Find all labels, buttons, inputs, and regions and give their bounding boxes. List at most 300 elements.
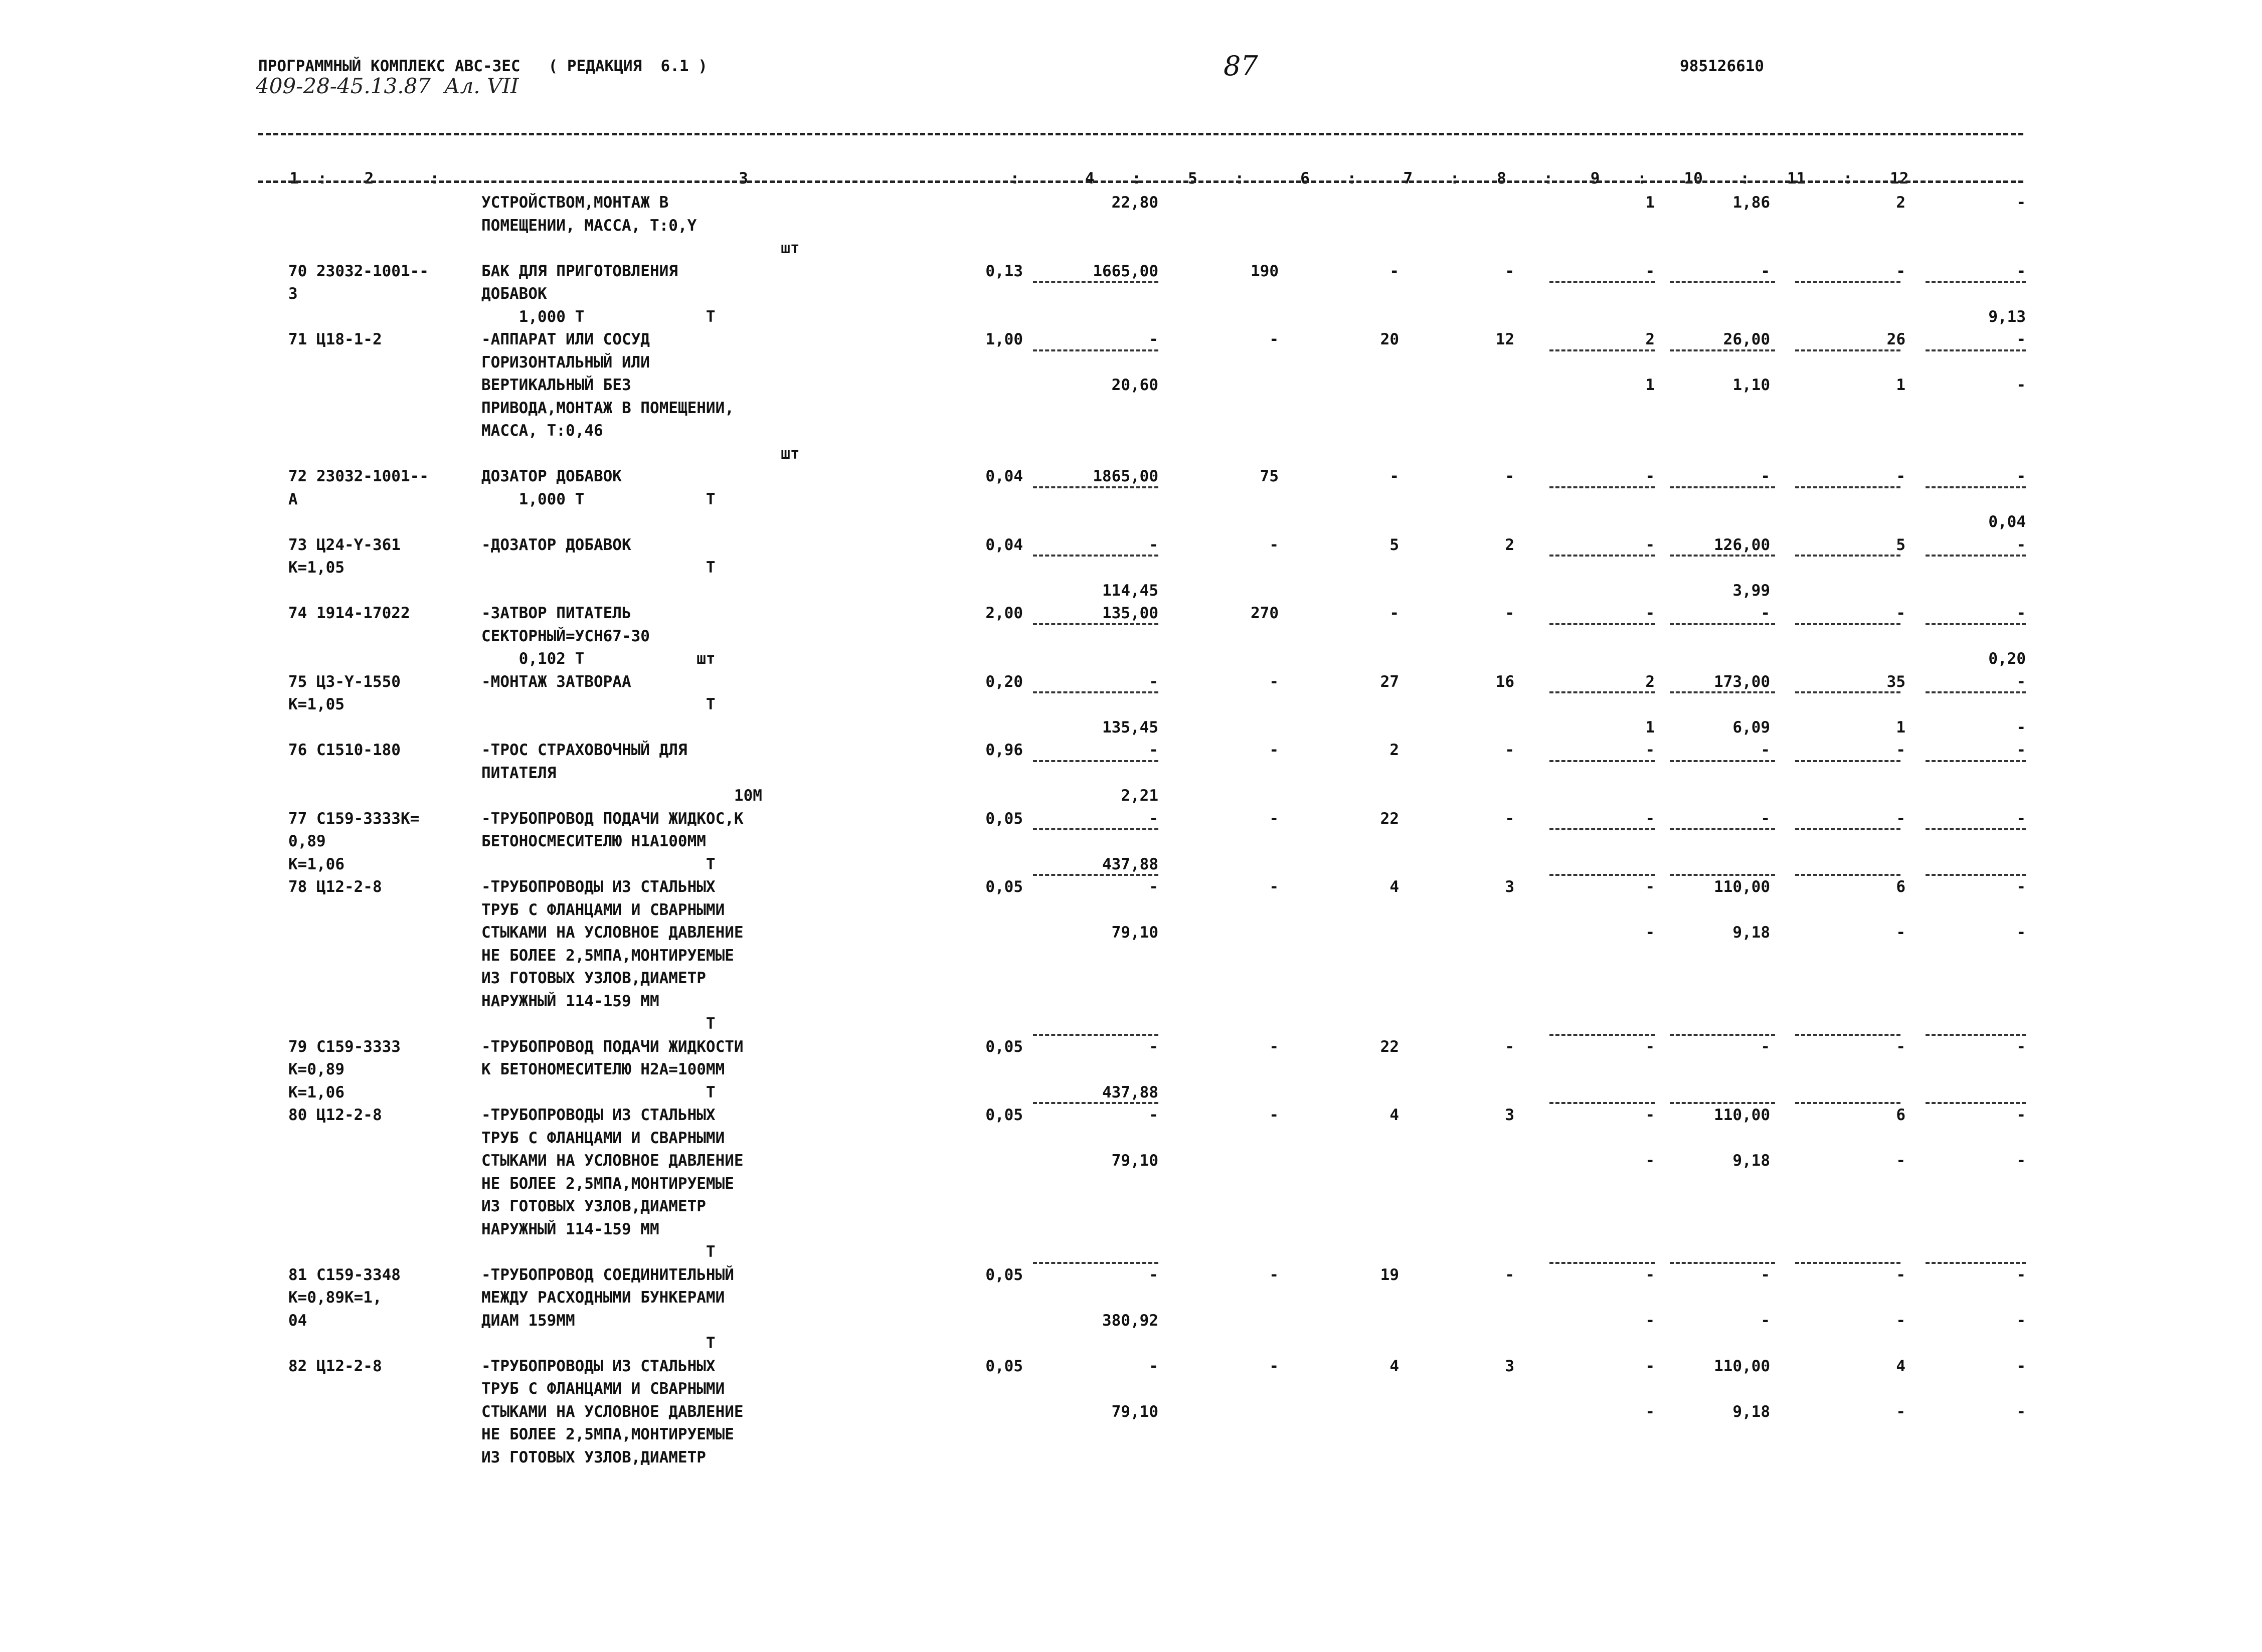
cell-c1: К=1,06 xyxy=(288,1083,344,1102)
cell-c8: 3 xyxy=(1505,878,1514,896)
subtotal-separator xyxy=(1033,828,1158,830)
cell-c10: 110,00 xyxy=(1714,1106,1770,1124)
cell-c10: - xyxy=(1761,604,1770,622)
cell-c4: 0,04 xyxy=(985,535,1023,554)
subtotal-separator xyxy=(1549,349,1655,351)
cell-c2: шт xyxy=(481,444,800,463)
cell-c8: - xyxy=(1505,262,1514,280)
subtotal-separator xyxy=(1549,623,1655,625)
cell-c1: 80 Ц12-2-8 xyxy=(288,1106,382,1124)
cell-c12: - xyxy=(2016,718,2026,737)
cell-c10: 9,18 xyxy=(1732,1152,1770,1170)
cell-c12: - xyxy=(2016,809,2026,828)
subtotal-separator xyxy=(1795,486,1900,488)
cell-c1: 82 Ц12-2-8 xyxy=(288,1357,382,1375)
cell-c12: - xyxy=(2016,262,2026,280)
cell-c11: 26 xyxy=(1886,330,1905,348)
cell-c12: - xyxy=(2016,330,2026,348)
col-9: 9 xyxy=(1590,169,1600,188)
cell-c2: -ТРУБОПРОВОД СОЕДИНИТЕЛЬНЫЙ xyxy=(481,1265,734,1284)
handwritten-code: 409-28-45.13.87 Ал. VII xyxy=(256,74,519,98)
col-11: 11 xyxy=(1787,169,1806,188)
cell-c9: - xyxy=(1645,1311,1655,1330)
cell-c1: 77 С159-3333К= xyxy=(288,809,420,828)
cell-c2: ДОЗАТОР ДОБАВОК xyxy=(481,467,622,485)
cell-c1: 74 1914-17022 xyxy=(288,604,410,622)
cell-c12: 0,04 xyxy=(1988,513,2026,531)
cell-c6: - xyxy=(1269,1357,1279,1375)
subtotal-separator xyxy=(1670,349,1775,351)
cell-c7: 20 xyxy=(1380,330,1399,348)
cell-c7: 2 xyxy=(1389,741,1399,759)
cell-c4: 0,96 xyxy=(985,741,1023,759)
cell-c11: 6 xyxy=(1896,878,1905,896)
subtotal-separator xyxy=(1033,555,1158,557)
cell-c10: - xyxy=(1761,467,1770,485)
cell-c2: БЕТОНОСМЕСИТЕЛЮ Н1А100ММ xyxy=(481,832,706,850)
col-sep: : xyxy=(1132,169,1141,188)
cell-c12: - xyxy=(2016,1037,2026,1056)
cell-c11: - xyxy=(1896,1402,1905,1421)
cell-c11: 1 xyxy=(1896,718,1905,737)
cell-c9: 1 xyxy=(1645,718,1655,737)
cell-c8: 3 xyxy=(1505,1357,1514,1375)
cell-c2: К БЕТОНОМЕСИТЕЛЮ Н2А=100ММ xyxy=(481,1060,725,1078)
subtotal-separator xyxy=(1549,828,1655,830)
cell-c10: 110,00 xyxy=(1714,1357,1770,1375)
cell-c2: МАССА, Т:0,46 xyxy=(481,422,603,440)
cell-c5: 22,80 xyxy=(1111,194,1158,212)
cell-c1: К=0,89 xyxy=(288,1060,344,1078)
cell-c10: 3,99 xyxy=(1732,581,1770,600)
cell-c7: - xyxy=(1389,262,1399,280)
cell-c4: 1,00 xyxy=(985,330,1023,348)
cell-c10: 126,00 xyxy=(1714,535,1770,554)
cell-c5: - xyxy=(1149,535,1158,554)
cell-c4: 0,20 xyxy=(985,672,1023,691)
cell-c2: НЕ БОЛЕЕ 2,5МПА,МОНТИРУЕМЫЕ xyxy=(481,1174,734,1193)
cell-c7: 4 xyxy=(1389,1357,1399,1375)
cell-c5: - xyxy=(1149,330,1158,348)
cell-c2: СЕКТОРНЫЙ=УСН67-30 xyxy=(481,627,650,645)
cell-c10: 6,09 xyxy=(1732,718,1770,737)
cell-c2: НЕ БОЛЕЕ 2,5МПА,МОНТИРУЕМЫЕ xyxy=(481,946,734,965)
col-1: 1 xyxy=(289,169,299,188)
col-sep: : xyxy=(1637,169,1647,188)
cell-c9: - xyxy=(1645,604,1655,622)
cell-c10: 110,00 xyxy=(1714,878,1770,896)
cell-c2: ДОБАВОК xyxy=(481,285,547,303)
col-5: 5 xyxy=(1188,169,1197,188)
cell-c9: - xyxy=(1645,262,1655,280)
cell-c2: ПРИВОДА,МОНТАЖ В ПОМЕЩЕНИИ, xyxy=(481,399,734,417)
cell-c9: - xyxy=(1645,467,1655,485)
cell-c5: 20,60 xyxy=(1111,376,1158,394)
cell-c2: Т xyxy=(481,1334,716,1352)
cell-c5: - xyxy=(1149,1265,1158,1284)
cell-c5: 2,21 xyxy=(1121,787,1158,805)
cell-c9: - xyxy=(1645,741,1655,759)
cell-c11: - xyxy=(1896,1037,1905,1056)
cell-c1: 72 23032-1001-- xyxy=(288,467,429,485)
table-top-rule xyxy=(258,133,2023,135)
cell-c5: 79,10 xyxy=(1111,924,1158,942)
cell-c6: 190 xyxy=(1251,262,1279,280)
cell-c10: 1,86 xyxy=(1732,194,1770,212)
cell-c2: -ДОЗАТОР ДОБАВОК xyxy=(481,535,631,554)
cell-c11: 35 xyxy=(1886,672,1905,691)
cell-c12: - xyxy=(2016,194,2026,212)
col-3: 3 xyxy=(739,169,748,188)
cell-c12: - xyxy=(2016,1106,2026,1124)
cell-c2: ИЗ ГОТОВЫХ УЗЛОВ,ДИАМЕТР xyxy=(481,1197,706,1215)
cell-c2: Т xyxy=(481,559,716,577)
cell-c8: 12 xyxy=(1495,330,1514,348)
cell-c12: - xyxy=(2016,467,2026,485)
cell-c11: - xyxy=(1896,1152,1905,1170)
subtotal-separator xyxy=(1033,623,1158,625)
cell-c9: - xyxy=(1645,1152,1655,1170)
cell-c2: ВЕРТИКАЛЬНЫЙ БЕЗ xyxy=(481,376,631,394)
col-4: 4 xyxy=(1085,169,1095,188)
cell-c11: - xyxy=(1896,809,1905,828)
col-sep: : xyxy=(1450,169,1460,188)
subtotal-separator xyxy=(1033,349,1158,351)
cell-c9: 1 xyxy=(1645,376,1655,394)
cell-c2: ИЗ ГОТОВЫХ УЗЛОВ,ДИАМЕТР xyxy=(481,969,706,987)
cell-c8: - xyxy=(1505,467,1514,485)
cell-c9: - xyxy=(1645,1265,1655,1284)
cell-c12: - xyxy=(2016,604,2026,622)
cell-c10: 1,10 xyxy=(1732,376,1770,394)
cell-c11: - xyxy=(1896,1265,1905,1284)
cell-c5: - xyxy=(1149,809,1158,828)
cell-c9: - xyxy=(1645,924,1655,942)
cell-c7: 4 xyxy=(1389,1106,1399,1124)
cell-c12: - xyxy=(2016,924,2026,942)
col-sep: : xyxy=(1010,169,1020,188)
cell-c6: - xyxy=(1269,878,1279,896)
cell-c6: - xyxy=(1269,1106,1279,1124)
cell-c9: - xyxy=(1645,1037,1655,1056)
subtotal-separator xyxy=(1926,623,2026,625)
cell-c5: 135,45 xyxy=(1102,718,1158,737)
cell-c10: 173,00 xyxy=(1714,672,1770,691)
subtotal-separator xyxy=(1926,281,2026,283)
cell-c11: - xyxy=(1896,741,1905,759)
cell-c1: К=0,89К=1, xyxy=(288,1289,382,1307)
subtotal-separator xyxy=(1549,555,1655,557)
col-8: 8 xyxy=(1497,169,1506,188)
cell-c5: - xyxy=(1149,741,1158,759)
cell-c2: СТЫКАМИ НА УСЛОВНОЕ ДАВЛЕНИЕ xyxy=(481,1152,744,1170)
cell-c12: - xyxy=(2016,376,2026,394)
col-6: 6 xyxy=(1300,169,1310,188)
cell-c2: НАРУЖНЫЙ 114-159 ММ xyxy=(481,992,659,1010)
subtotal-separator xyxy=(1670,623,1775,625)
program-header: ПРОГРАММНЫЙ КОМПЛЕКС АВС-ЗЕС ( РЕДАКЦИЯ 6.1 ) xyxy=(258,57,708,75)
cell-c4: 0,04 xyxy=(985,467,1023,485)
subtotal-separator xyxy=(1670,691,1775,693)
cell-c12: - xyxy=(2016,1402,2026,1421)
cell-c11: 2 xyxy=(1896,194,1905,212)
cell-c5: - xyxy=(1149,1106,1158,1124)
cell-c6: - xyxy=(1269,330,1279,348)
cell-c2: 1,000 Т Т xyxy=(481,307,716,326)
cell-c12: 0,20 xyxy=(1988,650,2026,668)
cell-c1: 78 Ц12-2-8 xyxy=(288,878,382,896)
cell-c1: 76 С1510-180 xyxy=(288,741,401,759)
cell-c5: 79,10 xyxy=(1111,1152,1158,1170)
cell-c5: - xyxy=(1149,1357,1158,1375)
col-sep: : xyxy=(1543,169,1553,188)
cell-c2: -ТРУБОПРОВОДЫ ИЗ СТАЛЬНЫХ xyxy=(481,878,716,896)
cell-c11: 5 xyxy=(1896,535,1905,554)
cell-c2: -ТРУБОПРОВОДЫ ИЗ СТАЛЬНЫХ xyxy=(481,1106,716,1124)
cell-c2: -ТРУБОПРОВОД ПОДАЧИ ЖИДКОСТИ xyxy=(481,1037,744,1056)
cell-c9: 2 xyxy=(1645,672,1655,691)
subtotal-separator xyxy=(1033,760,1158,762)
cell-c11: 1 xyxy=(1896,376,1905,394)
cell-c1: 70 23032-1001-- xyxy=(288,262,429,280)
cell-c8: 16 xyxy=(1495,672,1514,691)
cell-c1: 3 xyxy=(288,285,298,303)
cell-c10: - xyxy=(1761,1311,1770,1330)
cell-c1: 73 Ц24-Y-361 xyxy=(288,535,401,554)
subtotal-separator xyxy=(1795,555,1900,557)
cell-c2: УСТРОЙСТВОМ,МОНТАЖ В xyxy=(481,194,669,212)
cell-c2: НЕ БОЛЕЕ 2,5МПА,МОНТИРУЕМЫЕ xyxy=(481,1425,734,1443)
subtotal-separator xyxy=(1795,281,1900,283)
cell-c2: БАК ДЛЯ ПРИГОТОВЛЕНИЯ xyxy=(481,262,678,280)
cell-c11: - xyxy=(1896,467,1905,485)
subtotal-separator xyxy=(1670,828,1775,830)
subtotal-separator xyxy=(1670,281,1775,283)
col-sep: : xyxy=(1347,169,1357,188)
cell-c9: - xyxy=(1645,1402,1655,1421)
cell-c2: -ТРОС СТРАХОВОЧНЫЙ ДЛЯ xyxy=(481,741,687,759)
subtotal-separator xyxy=(1549,281,1655,283)
cell-c5: - xyxy=(1149,878,1158,896)
cell-c12: 9,13 xyxy=(1988,307,2026,326)
cell-c5: 79,10 xyxy=(1111,1402,1158,1421)
cell-c2: ИЗ ГОТОВЫХ УЗЛОВ,ДИАМЕТР xyxy=(481,1448,706,1466)
cell-c10: 9,18 xyxy=(1732,924,1770,942)
subtotal-separator xyxy=(1549,691,1655,693)
cell-c11: 6 xyxy=(1896,1106,1905,1124)
cell-c6: - xyxy=(1269,809,1279,828)
cell-c8: - xyxy=(1505,809,1514,828)
cell-c2: ТРУБ С ФЛАНЦАМИ И СВАРНЫМИ xyxy=(481,900,725,919)
cell-c9: - xyxy=(1645,1357,1655,1375)
cell-c7: 22 xyxy=(1380,809,1399,828)
col-2: 2 xyxy=(364,169,374,188)
cell-c4: 0,05 xyxy=(985,878,1023,896)
col-sep: : xyxy=(430,169,439,188)
cell-c1: 71 Ц18-1-2 xyxy=(288,330,382,348)
cell-c12: - xyxy=(2016,741,2026,759)
cell-c5: 437,88 xyxy=(1102,1083,1158,1102)
cell-c12: - xyxy=(2016,535,2026,554)
col-sep: : xyxy=(1843,169,1853,188)
cell-c2: ГОРИЗОНТАЛЬНЫЙ ИЛИ xyxy=(481,353,650,372)
cell-c10: - xyxy=(1761,741,1770,759)
cell-c9: - xyxy=(1645,1106,1655,1124)
cell-c2: шт xyxy=(481,239,800,257)
cell-c8: - xyxy=(1505,604,1514,622)
cell-c1: К=1,05 xyxy=(288,559,344,577)
subtotal-separator xyxy=(1795,691,1900,693)
col-12: 12 xyxy=(1890,169,1909,188)
cell-c2: 0,102 Т шт xyxy=(481,650,716,668)
cell-c5: 437,88 xyxy=(1102,855,1158,873)
subtotal-separator xyxy=(1795,828,1900,830)
cell-c8: 2 xyxy=(1505,535,1514,554)
cell-c7: 27 xyxy=(1380,672,1399,691)
subtotal-separator xyxy=(1795,760,1900,762)
cell-c9: - xyxy=(1645,878,1655,896)
cell-c1: 79 С159-3333 xyxy=(288,1037,401,1056)
col-sep: : xyxy=(1235,169,1245,188)
cell-c1: А xyxy=(288,490,298,508)
cell-c8: - xyxy=(1505,1265,1514,1284)
cell-c2: -АППАРАТ ИЛИ СОСУД xyxy=(481,330,650,348)
cell-c2: Т xyxy=(481,1083,716,1102)
cell-c2: -ТРУБОПРОВОДЫ ИЗ СТАЛЬНЫХ xyxy=(481,1357,716,1375)
cell-c1: 0,89 xyxy=(288,832,326,850)
cell-c11: - xyxy=(1896,262,1905,280)
cell-c9: - xyxy=(1645,809,1655,828)
cell-c8: - xyxy=(1505,1037,1514,1056)
cell-c9: 1 xyxy=(1645,194,1655,212)
cell-c8: 3 xyxy=(1505,1106,1514,1124)
cell-c4: 0,05 xyxy=(985,1037,1023,1056)
cell-c1: 81 С159-3348 xyxy=(288,1265,401,1284)
cell-c4: 0,05 xyxy=(985,1357,1023,1375)
subtotal-separator xyxy=(1033,486,1158,488)
cell-c12: - xyxy=(2016,672,2026,691)
cell-c5: 380,92 xyxy=(1102,1311,1158,1330)
cell-c6: - xyxy=(1269,741,1279,759)
subtotal-separator xyxy=(1670,760,1775,762)
subtotal-separator xyxy=(1926,691,2026,693)
cell-c5: 114,45 xyxy=(1102,581,1158,600)
subtotal-separator xyxy=(1549,760,1655,762)
cell-c2: МЕЖДУ РАСХОДНЫМИ БУНКЕРАМИ xyxy=(481,1289,725,1307)
cell-c1: К=1,06 xyxy=(288,855,344,873)
cell-c2: 1,000 Т Т xyxy=(481,490,716,508)
cell-c4: 0,05 xyxy=(985,809,1023,828)
subtotal-separator xyxy=(1033,691,1158,693)
cell-c10: - xyxy=(1761,1037,1770,1056)
cell-c10: - xyxy=(1761,1265,1770,1284)
cell-c12: - xyxy=(2016,1311,2026,1330)
cell-c10: 9,18 xyxy=(1732,1402,1770,1421)
cell-c2: Т xyxy=(481,855,716,873)
cell-c7: - xyxy=(1389,467,1399,485)
cell-c4: 0,05 xyxy=(985,1106,1023,1124)
cell-c7: 5 xyxy=(1389,535,1399,554)
cell-c10: - xyxy=(1761,262,1770,280)
cell-c8: - xyxy=(1505,741,1514,759)
cell-c6: - xyxy=(1269,535,1279,554)
cell-c9: - xyxy=(1645,535,1655,554)
page-number: 87 xyxy=(1224,50,1258,82)
cell-c9: 2 xyxy=(1645,330,1655,348)
cell-c6: 75 xyxy=(1260,467,1279,485)
cell-c1: 75 Ц3-Y-1550 xyxy=(288,672,401,691)
cell-c12: - xyxy=(2016,1265,2026,1284)
cell-c6: - xyxy=(1269,672,1279,691)
subtotal-separator xyxy=(1549,486,1655,488)
cell-c5: 1665,00 xyxy=(1093,262,1158,280)
cell-c5: - xyxy=(1149,1037,1158,1056)
col-sep: : xyxy=(1740,169,1750,188)
col-7: 7 xyxy=(1403,169,1413,188)
cell-c1: 04 xyxy=(288,1311,307,1330)
cell-c2: НАРУЖНЫЙ 114-159 ММ xyxy=(481,1220,659,1238)
cell-c7: - xyxy=(1389,604,1399,622)
cell-c6: 270 xyxy=(1251,604,1279,622)
cell-c2: Т xyxy=(481,1015,716,1033)
cell-c7: 19 xyxy=(1380,1265,1399,1284)
cell-c2: -МОНТАЖ ЗАТВОРАА xyxy=(481,672,631,691)
cell-c2: СТЫКАМИ НА УСЛОВНОЕ ДАВЛЕНИЕ xyxy=(481,924,744,942)
cell-c2: ПОМЕЩЕНИИ, МАССА, Т:0,Y xyxy=(481,216,697,235)
subtotal-separator xyxy=(1926,349,2026,351)
cell-c2: 10М xyxy=(481,787,762,805)
cell-c2: ДИАМ 159ММ xyxy=(481,1311,575,1330)
col-10: 10 xyxy=(1684,169,1703,188)
cell-c4: 2,00 xyxy=(985,604,1023,622)
cell-c2: ПИТАТЕЛЯ xyxy=(481,764,557,782)
cell-c2: ТРУБ С ФЛАНЦАМИ И СВАРНЫМИ xyxy=(481,1129,725,1147)
cell-c11: - xyxy=(1896,604,1905,622)
subtotal-separator xyxy=(1926,486,2026,488)
cell-c2: ТРУБ С ФЛАНЦАМИ И СВАРНЫМИ xyxy=(481,1380,725,1398)
cell-c6: - xyxy=(1269,1265,1279,1284)
cell-c2: Т xyxy=(481,695,716,713)
subtotal-separator xyxy=(1926,760,2026,762)
subtotal-separator xyxy=(1926,555,2026,557)
cell-c4: 0,13 xyxy=(985,262,1023,280)
cell-c4: 0,05 xyxy=(985,1265,1023,1284)
cell-c2: -ЗАТВОР ПИТАТЕЛЬ xyxy=(481,604,631,622)
cell-c10: - xyxy=(1761,809,1770,828)
cell-c11: - xyxy=(1896,924,1905,942)
cell-c2: -ТРУБОПРОВОД ПОДАЧИ ЖИДКОС,К xyxy=(481,809,744,828)
cell-c7: 4 xyxy=(1389,878,1399,896)
cell-c5: 135,00 xyxy=(1102,604,1158,622)
subtotal-separator xyxy=(1926,828,2026,830)
cell-c12: - xyxy=(2016,1357,2026,1375)
table-header-rule xyxy=(258,180,2023,183)
cell-c11: 4 xyxy=(1896,1357,1905,1375)
cell-c1: К=1,05 xyxy=(288,695,344,713)
subtotal-separator xyxy=(1670,486,1775,488)
cell-c12: - xyxy=(2016,1152,2026,1170)
cell-c10: 26,00 xyxy=(1723,330,1770,348)
col-sep: : xyxy=(317,169,327,188)
subtotal-separator xyxy=(1795,349,1900,351)
subtotal-separator xyxy=(1795,623,1900,625)
subtotal-separator xyxy=(1670,555,1775,557)
cell-c5: 1865,00 xyxy=(1093,467,1158,485)
subtotal-separator xyxy=(1033,281,1158,283)
cell-c12: - xyxy=(2016,878,2026,896)
cell-c7: 22 xyxy=(1380,1037,1399,1056)
cell-c11: - xyxy=(1896,1311,1905,1330)
